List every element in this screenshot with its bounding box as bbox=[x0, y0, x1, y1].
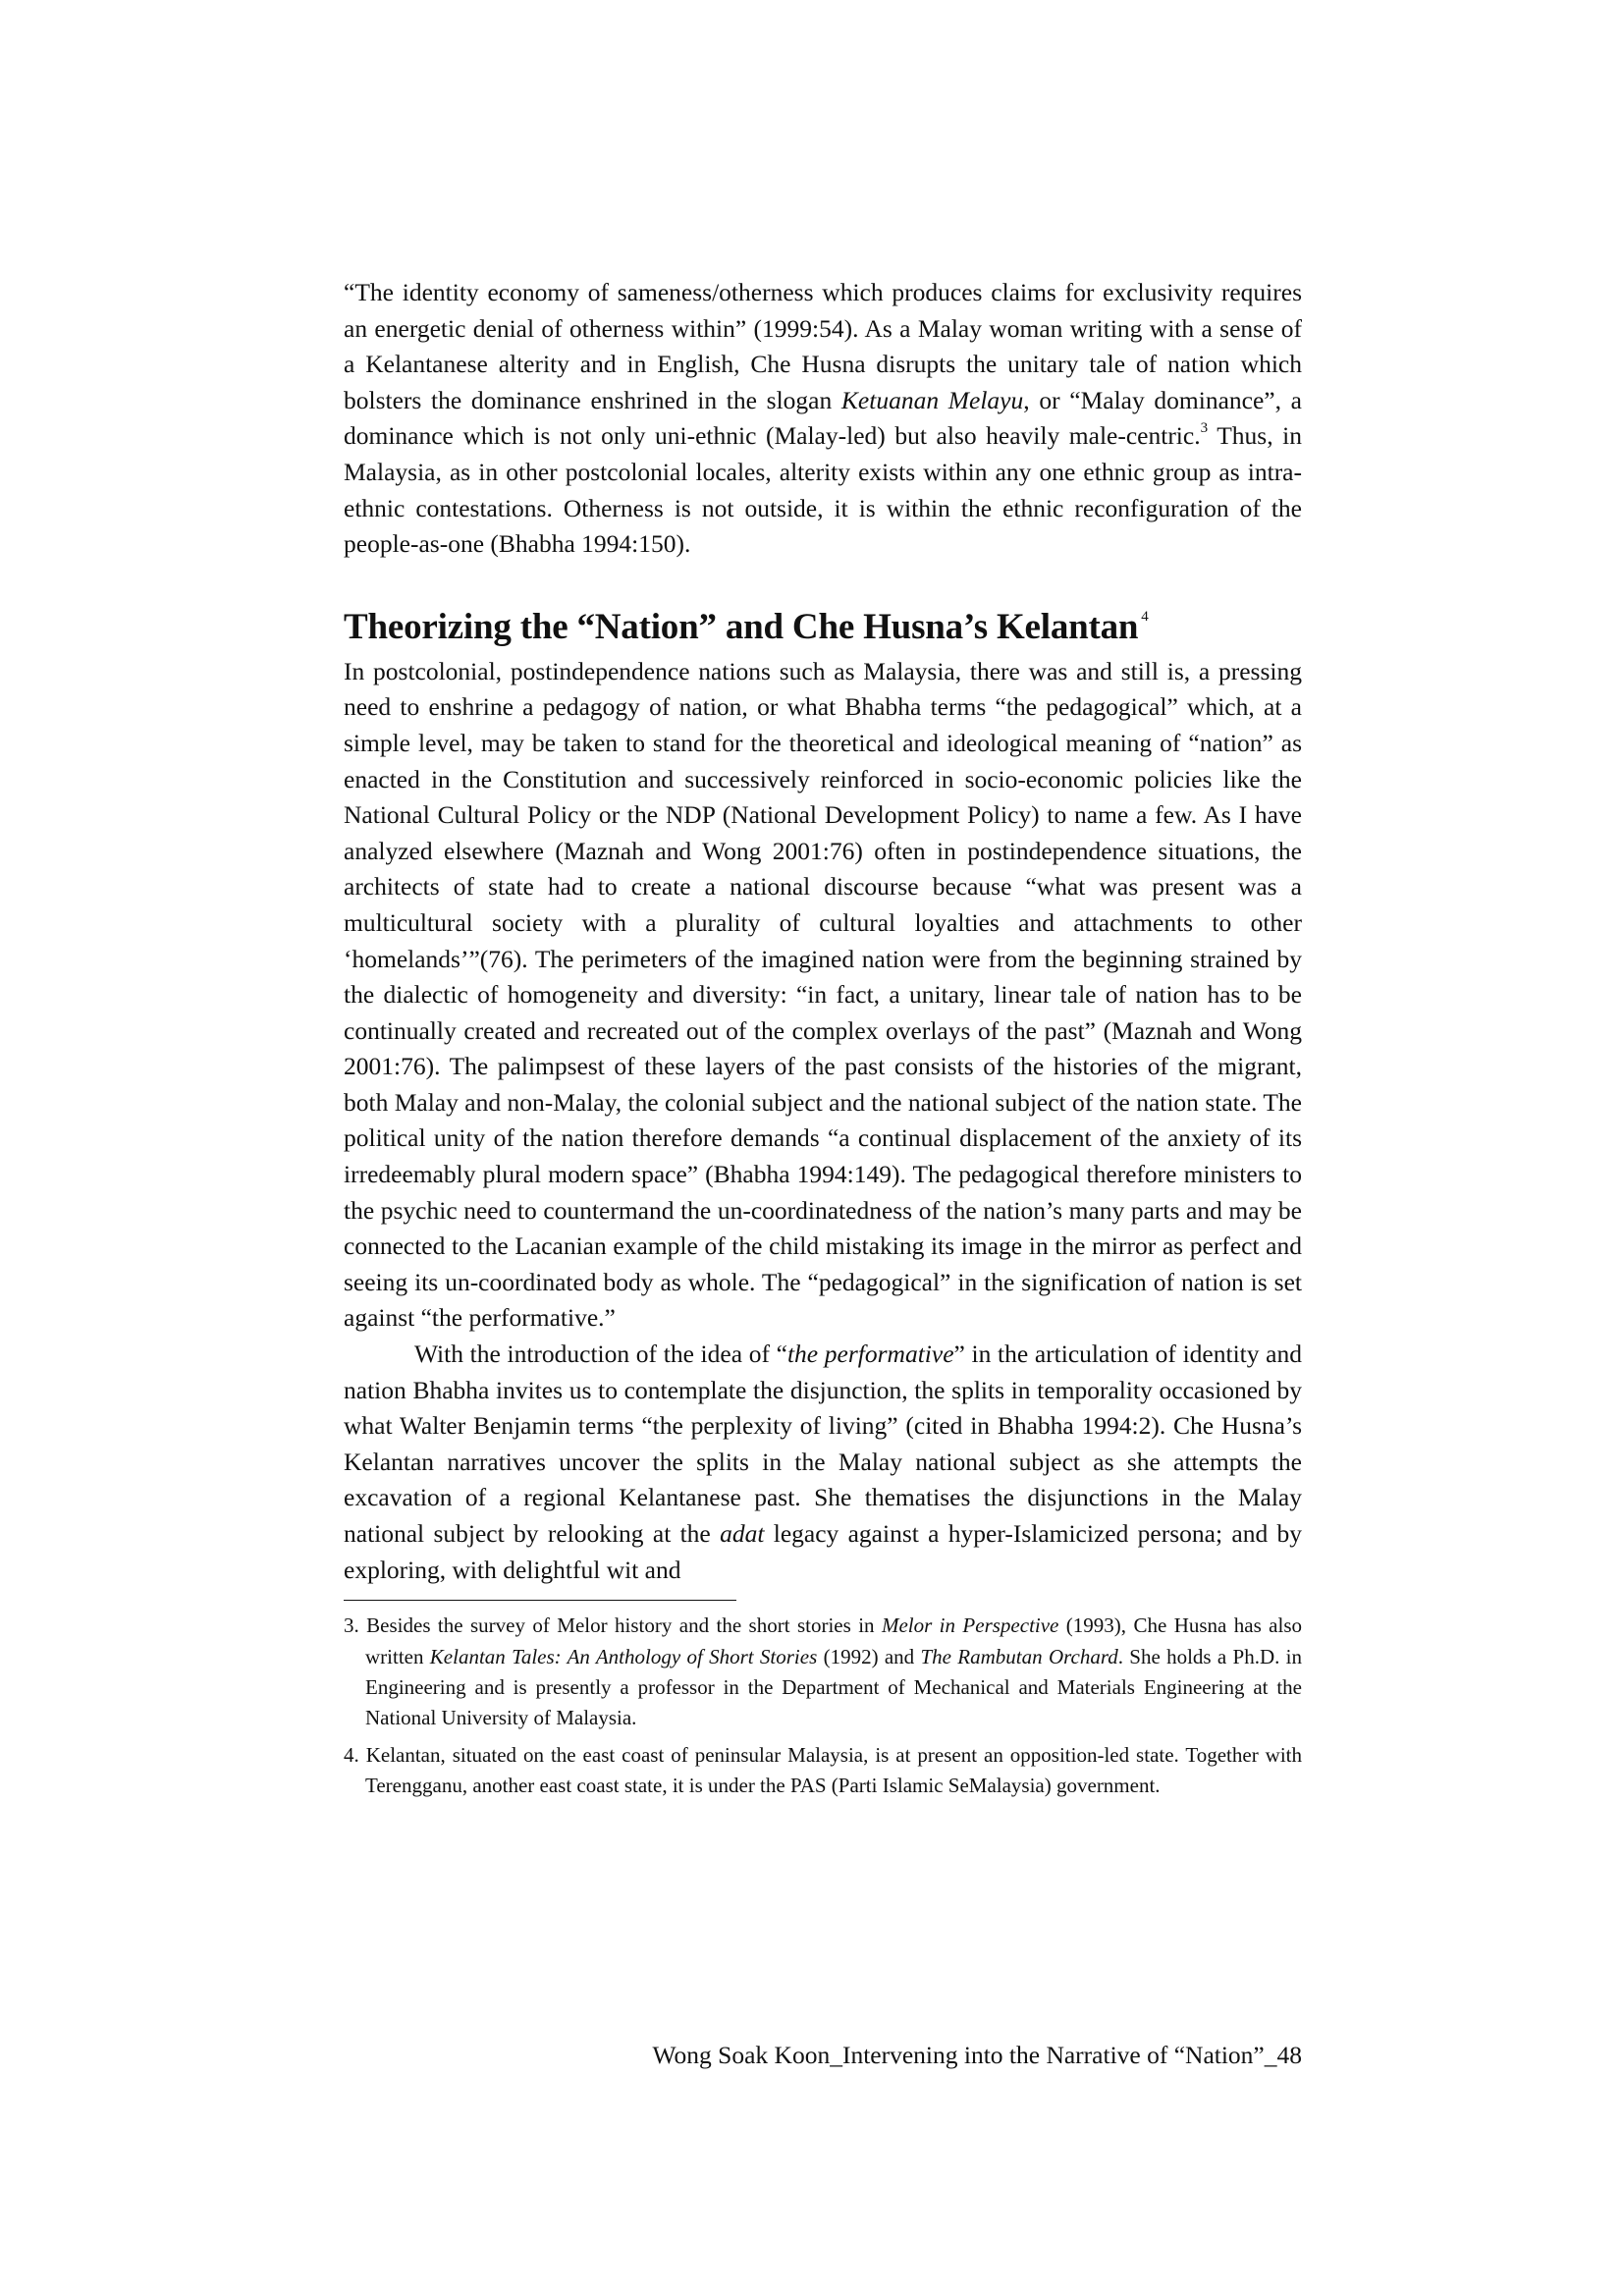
footnote-3-italic-rambutan: The Rambutan Orchard bbox=[920, 1644, 1118, 1668]
opening-paragraph-italic-ketuanan: Ketuanan Melayu bbox=[840, 385, 1024, 414]
opening-paragraph-text-2: , or “Malay dominance”, a dominance which is not only uni-ethnic (Malay-led) but also heavily male-centric. bbox=[344, 385, 1302, 451]
footnote-ref-4[interactable]: 4 bbox=[1141, 608, 1149, 625]
footnote-3 bbox=[344, 1611, 1302, 1734]
running-footer: Wong Soak Koon_Intervening into the Narrative of “Nation”_48 bbox=[652, 2041, 1302, 2069]
opening-paragraph-text-1: “The identity economy of sameness/otherness which produces claims for exclusivity requires an energetic denial of otherness within” (1999:54). As a Malay woman writing with a sense of a Kelantanese alterity and in English, Che Husna disrupts the unitary tale of nation which bolsters the dominance enshrined in the slogan bbox=[344, 278, 1302, 414]
footnote-separator bbox=[344, 1600, 736, 1601]
body-paragraph-2-text-2: ” in the articulation of identity and nation Bhabha invites us to contemplate the disjunction, the splits in temporality occasioned by what Walter Benjamin terms “the perplexity of living” (cited in Bhabha 1994:2). Che Husna’s Kelantan narratives uncover the splits in the Malay national subject as she attempts the excavation of a regional Kelantanese past. She thematises the disjunctions in the Malay national subject by relooking at the bbox=[344, 1339, 1302, 1548]
body-paragraph-1: In postcolonial, postindependence nations such as Malaysia, there was and still is, a pressing need to enshrine a pedagogy of nation, or what Bhabha terms “the pedagogical” which, at a simple level, may be taken to stand for the theoretical and ideological meaning of “nation” as enacted in the Constitution and successively reinforced in socio-economic policies like the National Cultural Policy or the NDP (National Development Policy) to name a few. As I have analyzed elsewhere (Maznah and Wong 2001:76) often in postindependence situations, the architects of state had to create a national discourse because “what was present was a multicultural society with a plurality of cultural loyalties and attachments to other ‘homelands’”(76). The perimeters of the imagined nation were from the beginning strained by the dialectic of homogeneity and diversity: “in fact, a unitary, linear tale of nation has to be continually created and recreated out of the complex overlays of the past” (Maznah and Wong 2001:76). The palimpsest of these layers of the past consists of the histories of the migrant, both Malay and non-Malay, the colonial subject and the national subject of the nation state. The political unity of the nation therefore demands “a continual displacement of the anxiety of its irredeemably plural modern space” (Bhabha 1994:149). The pedagogical therefore ministers to the psychic need to countermand the un-coordinatedness of the nation’s many parts and may be connected to the Lacanian example of the child mistaking its image in the mirror as perfect and seeing its un-coordinated body as whole. The “pedagogical” in the signification of nation is set against “the performative.” bbox=[344, 656, 1302, 1333]
opening-paragraph-text-3: Thus, in Malaysia, as in other postcolonial locales, alterity exists within any one ethnic group as intra-ethnic contestations. Otherness is not outside, it is within the ethnic reconfiguration of the people-as-one (Bhabha 1994:150). bbox=[344, 421, 1303, 559]
page-body bbox=[344, 275, 1302, 1808]
section-heading bbox=[344, 594, 1302, 650]
body-paragraph-2 bbox=[344, 1337, 1302, 1588]
opening-paragraph bbox=[344, 275, 1302, 563]
footnote-3-text-c: (1992) and bbox=[817, 1644, 921, 1668]
footnote-3-text-d: . She holds a Ph.D. in Engineering and is presently a professor in the Department of Mechanical and Materials Engineering at the National University of Malaysia. bbox=[365, 1644, 1303, 1730]
footnote-3-italic-melor: Melor in Perspective bbox=[881, 1613, 1059, 1638]
section-heading-text: Theorizing the “Nation” and Che Husna’s Kelantan bbox=[344, 606, 1139, 647]
footnote-3-text-b: (1993), Che Husna has also written bbox=[365, 1613, 1302, 1668]
footnote-ref-3[interactable]: 3 bbox=[1200, 420, 1209, 437]
body-paragraph-2-italic-adat: adat bbox=[720, 1519, 765, 1548]
footnote-3-text-a: 3. Besides the survey of Melor history and the short stories in bbox=[344, 1613, 882, 1638]
body-paragraph-2-italic-performative: the performative bbox=[786, 1339, 954, 1369]
body-paragraph-2-text-3: legacy against a hyper-Islamicized persona; and by exploring, with delightful wit and bbox=[344, 1519, 1303, 1584]
footnote-3-italic-kelantan-tales: Kelantan Tales: An Anthology of Short Stories bbox=[429, 1644, 818, 1668]
footnote-4: 4. Kelantan, situated on the east coast of peninsular Malaysia, is at present an opposition-led state. Together with Terengganu, another east coast state, it is under the PAS (Parti Islamic SeMalaysia) government. bbox=[344, 1742, 1302, 1798]
body-paragraph-2-text-1: With the introduction of the idea of “ bbox=[414, 1339, 787, 1369]
